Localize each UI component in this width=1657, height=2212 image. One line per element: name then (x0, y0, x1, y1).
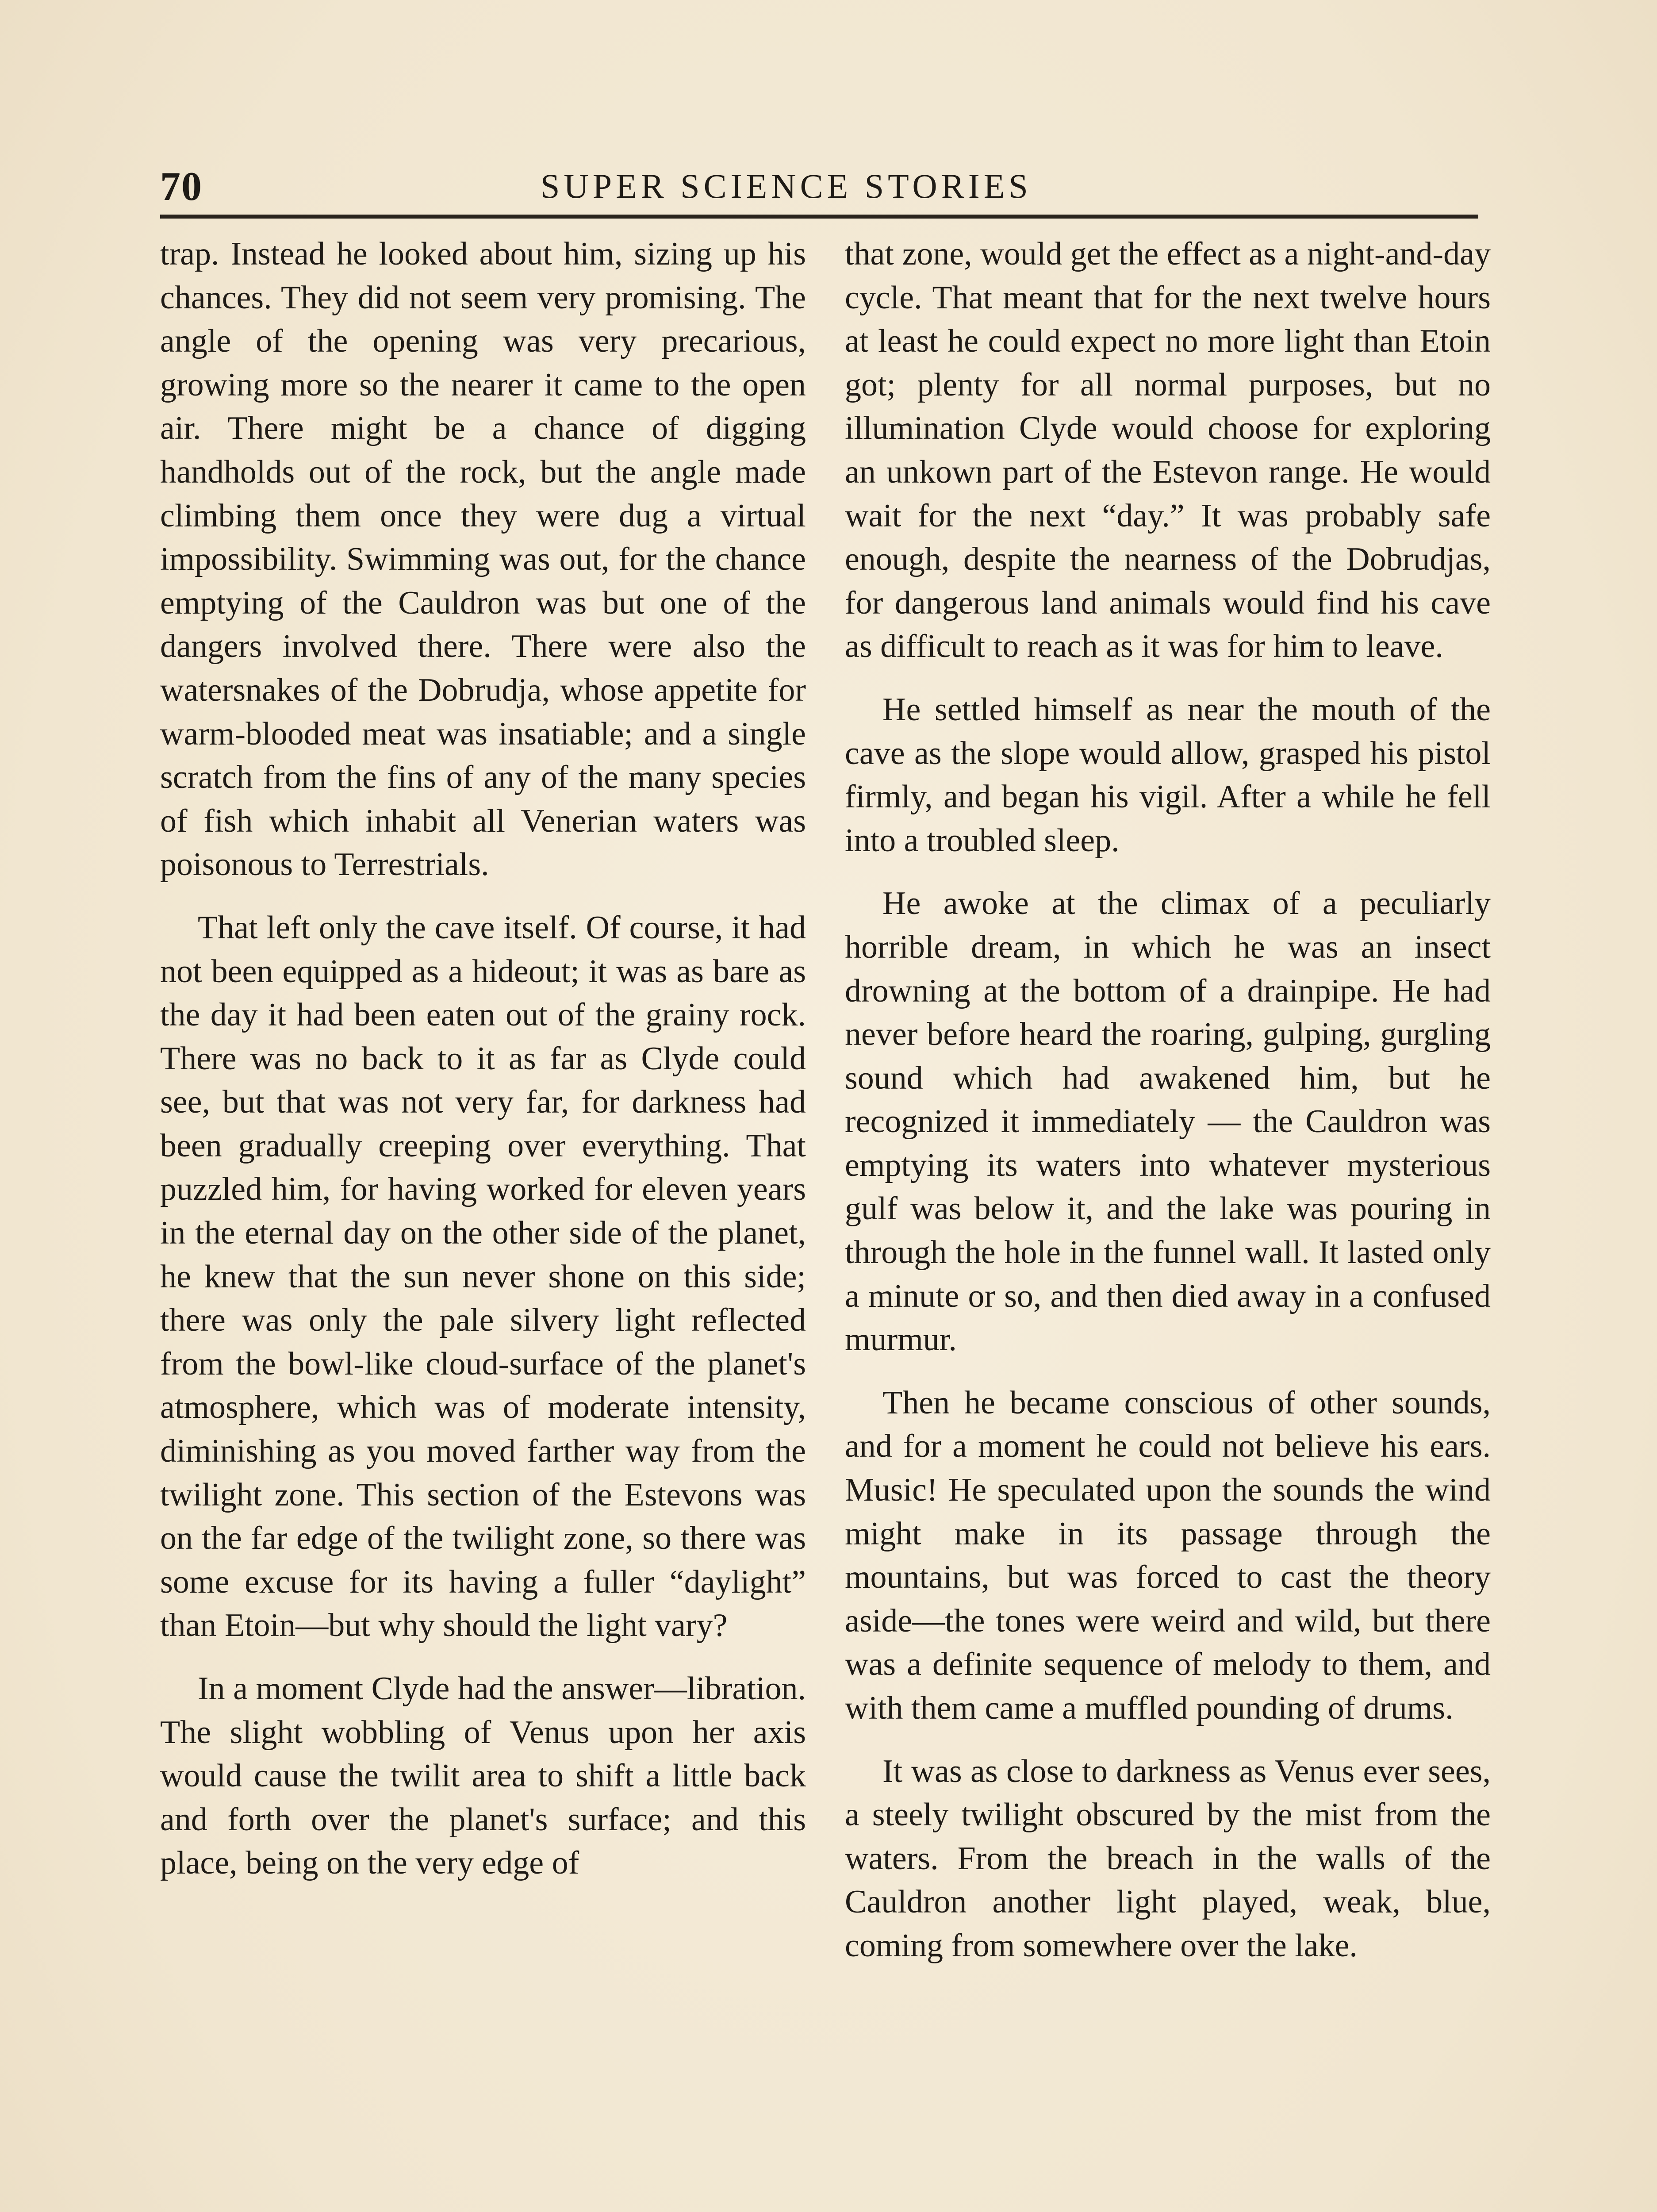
running-title: SUPER SCIENCE STORIES (541, 167, 1032, 205)
paragraph: that zone, would get the effect as a night-and-day cycle. That meant that for the next twelve hours at least he could expect no more light than Etoin got; plenty for all normal purposes, but no illumination Clyde would choose for exploring an unkown part of the Estevon range. He would wait for the next “day.” It was probably safe enough, despite the nearness of the Dobrudjas, for dangerous land animals would find his cave as difficult to reach as it was for him to leave. (845, 236, 1491, 665)
paragraph: He awoke at the climax of a peculiarly horrible dream, in which he was an insect drowning at the bottom of a drainpipe. He had never before heard the roaring, gulping, gurgling sound which had awakened him, but he recognized it immediately — the Cauldron was emptying its waters into whatever mysterious gulf was below it, and the lake was pouring in through the hole in the funnel wall. It lasted only a minute or so, and then died away in a confused murmur. (845, 885, 1491, 1358)
paragraph: It was as close to darkness as Venus ever sees, a steely twilight obscured by the mist from the waters. From the breach in the walls of the Cauldron another light played, weak, blue, coming from somewhere over the lake. (845, 1753, 1491, 1964)
paragraph: trap. Instead he looked about him, sizing up his chances. They did not seem very promising. The angle of the opening was very precarious, growing more so the nearer it came to the open air. There might be a chance of digging handholds out of the rock, but the angle made climbing them once they were dug a virtual impossibility. Swimming was out, for the chance emptying of the Cauldron was but one of the dangers involved there. There were also the watersnakes of the Dobrudja, whose appetite for warm-blooded meat was insatiable; and a single scratch from the fins of any of the many species of fish which inhabit all Venerian waters was poisonous to Terrestrials. (160, 236, 806, 883)
paragraph: In a moment Clyde had the answer—libration. The slight wobbling of Venus upon her axis would cause the twilit area to shift a little back and forth over the planet's surface; and this place, being on the very edge of (160, 1671, 806, 1882)
paragraph: That left only the cave itself. Of course, it had not been equipped as a hideout; it was as bare as the day it had been eaten out of the grainy rock. There was no back to it as far as Clyde could see, but that was not very far, for darkness had been gradually creeping over everything. That puzzled him, for having worked for eleven years in the eternal day on the other side of the planet, he knew that the sun never shone on this side; there was only the pale silvery light reflected from the bowl-like cloud-surface of the planet's atmosphere, which was of moderate intensity, diminishing as you moved farther way from the twilight zone. This section of the Estevons was on the far edge of the twilight zone, so there was some excuse for its having a fuller “daylight” than Etoin—but why should the light vary? (160, 909, 806, 1644)
left-column (160, 232, 806, 1885)
page-header (160, 163, 1478, 211)
right-column (845, 232, 1491, 1968)
page-number: 70 (160, 164, 203, 209)
paragraph: He settled himself as near the mouth of the cave as the slope would allow, grasped his pistol firmly, and began his vigil. After a while he fell into a troubled sleep. (845, 691, 1491, 859)
paragraph: Then he became conscious of other sounds, and for a moment he could not believe his ears. Music! He speculated upon the sounds the wind might make in its passage through the mountains, but was forced to cast the theory aside—the tones were weird and wild, but there was a definite sequence of melody to them, and with them came a muffled pounding of drums. (845, 1384, 1491, 1726)
header-rule (160, 215, 1478, 219)
